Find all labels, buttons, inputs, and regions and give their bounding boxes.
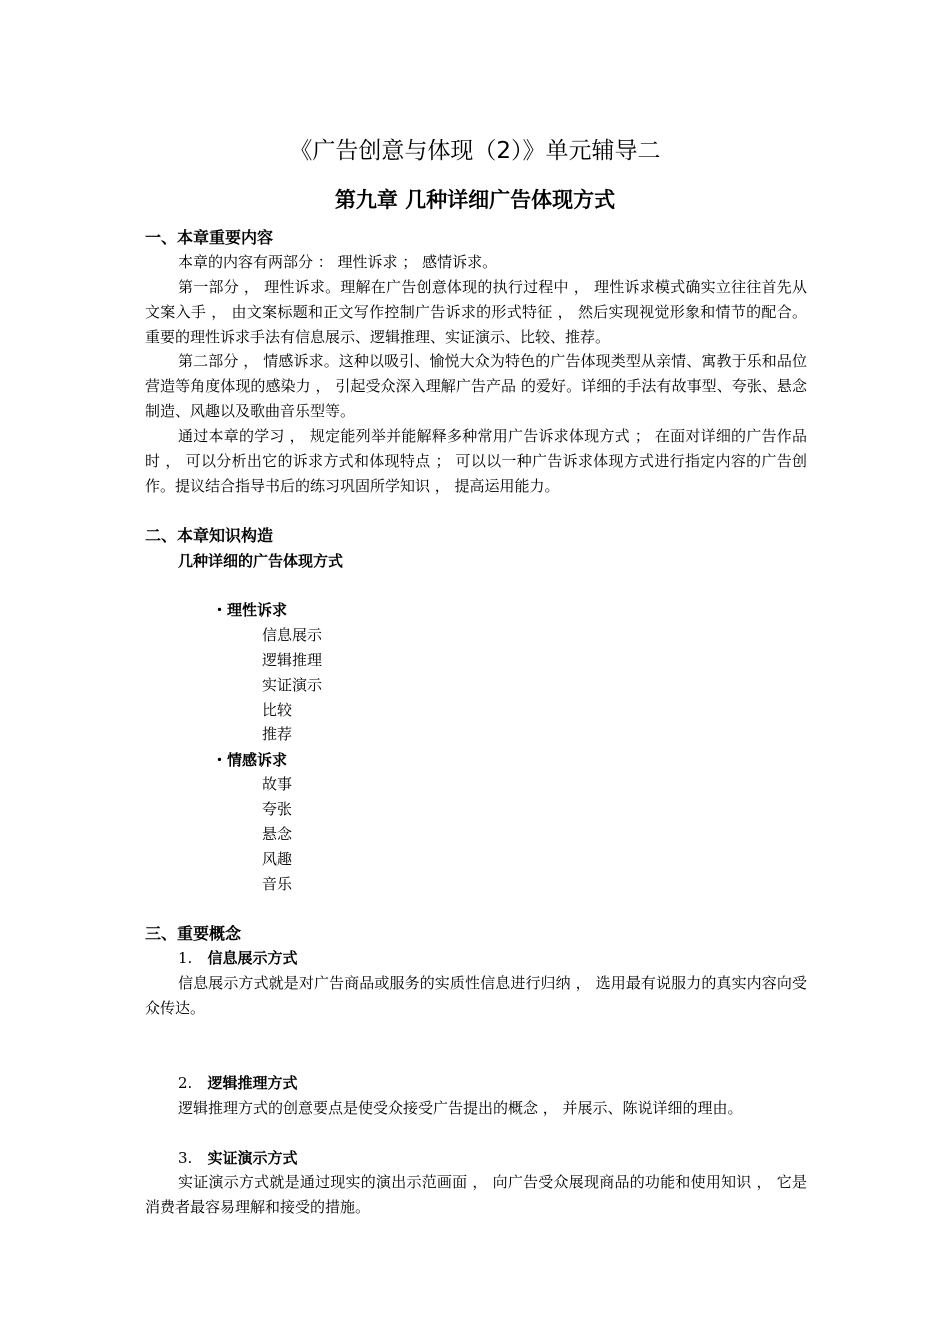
chapter-title: 第九章 几种详细广告体现方式 bbox=[334, 188, 616, 212]
list-item: 实证演示 bbox=[262, 676, 323, 694]
structure-subheading: 几种详细的广告体现方式 bbox=[178, 552, 344, 570]
section-heading-3: 三、重要概念 bbox=[145, 924, 242, 943]
document-title: 《广告创意与体现（2）》单元辅导二 bbox=[289, 138, 661, 164]
concept-title-3 bbox=[178, 1146, 298, 1170]
list-item: 故事 bbox=[262, 775, 293, 793]
list-item: 推荐 bbox=[262, 725, 293, 743]
paragraph-rational: 第一部分 ， 理性诉求。理解在广告创意体现的执行过程中 ， 理性诉求模式确实立往往首先从文案入手 ， 由文案标题和正文写作控制广告诉求的形式特征 ， 然后实现视觉形象和情节的配合。重要的理性诉求手法有信息展示、逻辑推理、实证演示、比较、推荐。 bbox=[145, 278, 807, 346]
list-item: 风趣 bbox=[262, 850, 293, 868]
list-item: 音乐 bbox=[262, 875, 293, 893]
paragraph-goals: 通过本章的学习 ， 规定能列举并能解释多种常用广告诉求体现方式 ； 在面对详细的广告作品时 ， 可以分析出它的诉求方式和体现特点 ； 可以以一种广告诉求体现方式进行指定内容的广告创作。提议结合指导书后的练习巩固所学知识 ， 提高运用能力。 bbox=[145, 427, 807, 495]
section-heading-2: 二、本章知识构造 bbox=[145, 526, 274, 545]
concept-title: 实证演示方式 bbox=[207, 1149, 298, 1167]
section-heading-1: 一、本章重要内容 bbox=[145, 228, 274, 247]
list-item: 比较 bbox=[262, 701, 293, 719]
paragraph-intro: 本章的内容有两部分 ： 理性诉求 ； 感情诉求。 bbox=[178, 253, 498, 271]
concept-number: 2. bbox=[178, 1074, 193, 1092]
group-label-rational: ・理性诉求 bbox=[212, 601, 288, 619]
concept-title: 信息展示方式 bbox=[207, 949, 298, 967]
concept-title: 逻辑推理方式 bbox=[207, 1074, 298, 1092]
concept-text-1: 信息展示方式就是对广告商品或服务的实质性信息进行归纳 ， 选用最有说服力的真实内容向受众传达。 bbox=[145, 974, 807, 1017]
concept-number: 3. bbox=[178, 1149, 193, 1167]
concept-title-1 bbox=[178, 946, 298, 970]
concept-text-2: 逻辑推理方式的创意要点是使受众接受广告提出的概念 ， 并展示、陈说详细的理由。 bbox=[178, 1099, 743, 1117]
list-item: 逻辑推理 bbox=[262, 651, 323, 669]
list-item: 夸张 bbox=[262, 800, 293, 818]
concept-text-3: 实证演示方式就是通过现实的演出示范画面 ， 向广告受众展现商品的功能和使用知识 ， 它是消费者最容易理解和接受的措施。 bbox=[145, 1173, 807, 1216]
concept-title-2 bbox=[178, 1071, 298, 1095]
list-item: 信息展示 bbox=[262, 626, 323, 644]
paragraph-emotional: 第二部分 ， 情感诉求。这种以吸引、愉悦大众为特色的广告体现类型从亲情、寓教于乐和品位营造等角度体现的感染力 ， 引起受众深入理解广告产品 的爱好。详细的手法有故事型、夸张、悬念制造、风趣以及歌曲音乐型等。 bbox=[145, 352, 807, 420]
list-item: 悬念 bbox=[262, 825, 293, 843]
concept-number: 1. bbox=[178, 949, 193, 967]
group-label-emotional: ・情感诉求 bbox=[212, 751, 288, 769]
